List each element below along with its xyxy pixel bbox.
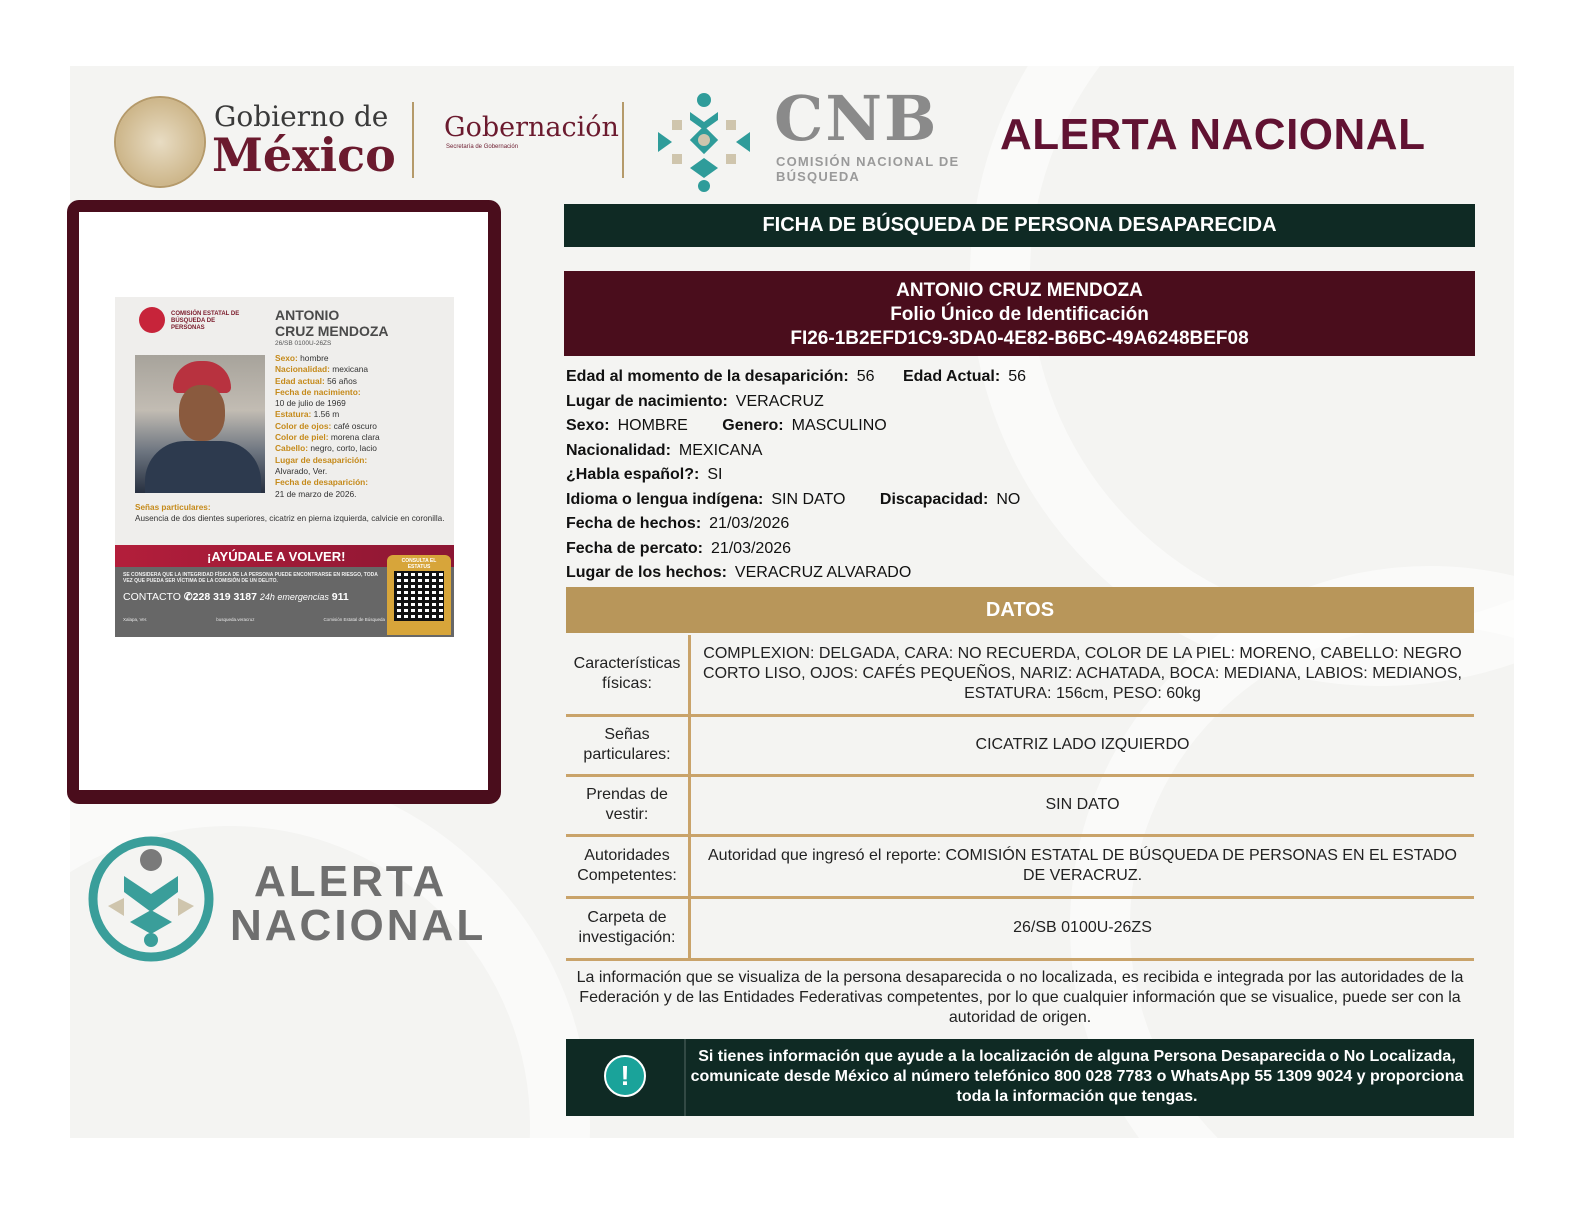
poster-name bbox=[275, 307, 389, 339]
datos-value: Autoridad que ingresó el reporte: COMISIÓN ESTATAL DE BÚSQUEDA DE PERSONAS EN EL ESTADO DE VERACRUZ. bbox=[690, 835, 1475, 897]
contact-phone: ✆228 319 3187 bbox=[183, 591, 257, 603]
name-bar bbox=[564, 271, 1475, 356]
poster-banner bbox=[115, 545, 454, 637]
info-row-habla bbox=[566, 463, 1466, 488]
poster-senas-label: Señas particulares: bbox=[135, 503, 211, 512]
poster-fact-label: Fecha de nacimiento: bbox=[275, 386, 361, 397]
poster-fact bbox=[275, 376, 451, 387]
wordmark-line1: ALERTA bbox=[254, 857, 448, 906]
alerta-nacional-logo-icon bbox=[86, 834, 216, 964]
contact-footer bbox=[566, 1039, 1474, 1116]
poster-fact-label: Nacionalidad: bbox=[275, 364, 330, 375]
poster-senas bbox=[135, 503, 451, 524]
header bbox=[110, 84, 1430, 204]
poster-logo-text: COMISIÓN ESTATAL DE BÚSQUEDA DE PERSONAS bbox=[171, 311, 240, 331]
poster-facts bbox=[275, 353, 451, 500]
poster-fact-label: Lugar de desaparición: bbox=[275, 454, 368, 465]
datos-key: Prendas de vestir: bbox=[566, 775, 690, 835]
poster-fact-label: Cabello: bbox=[275, 443, 309, 454]
gobernacion-logo: Gobernación bbox=[444, 112, 619, 143]
datos-key: Señas particulares: bbox=[566, 715, 690, 775]
fecha-hechos-label: Fecha de hechos: bbox=[566, 515, 702, 532]
poster-fact bbox=[275, 421, 451, 432]
poster-fact-value: 1.56 m bbox=[313, 409, 340, 420]
poster-fact bbox=[275, 387, 451, 410]
qr-code-icon[interactable] bbox=[394, 571, 444, 621]
person-name: ANTONIO CRUZ MENDOZA bbox=[896, 280, 1143, 301]
datos-value: CICATRIZ LADO IZQUIERDO bbox=[690, 715, 1475, 775]
edad-actual-value: 56 bbox=[1008, 368, 1026, 385]
poster-fact-value: 10 de julio de 1969 bbox=[275, 398, 346, 409]
discapacidad-label: Discapacidad: bbox=[879, 490, 989, 508]
habla-label: ¿Habla español?: bbox=[566, 466, 700, 483]
poster-small-info bbox=[123, 617, 385, 622]
datos-value: 26/SB 0100U-26ZS bbox=[690, 897, 1475, 959]
info-row-edad bbox=[566, 365, 1466, 390]
poster-fact-label: Estatura: bbox=[275, 409, 312, 420]
lugar-nac-label: Lugar de nacimiento: bbox=[566, 392, 728, 410]
nacionalidad-label: Nacionalidad: bbox=[566, 441, 671, 459]
ficha-title: FICHA DE BÚSQUEDA DE PERSONA DESAPARECIDA bbox=[564, 204, 1475, 247]
contact-extra: 24h emergencias bbox=[259, 592, 329, 602]
poster-fact-label: Color de ojos: bbox=[275, 420, 332, 431]
poster-fact-label: Sexo: bbox=[275, 353, 298, 363]
habla-value: SI bbox=[707, 466, 723, 483]
header-divider bbox=[412, 102, 414, 178]
poster-fact-label: Color de piel: bbox=[275, 432, 329, 443]
poster-fact bbox=[275, 455, 451, 478]
contact-label: CONTACTO bbox=[123, 591, 181, 603]
cnb-title: CNB bbox=[774, 82, 939, 155]
info-row-lugar-hechos bbox=[566, 561, 1466, 586]
poster-fact bbox=[275, 443, 451, 454]
fecha-hechos-value: 21/03/2026 bbox=[709, 515, 790, 532]
info-row-nacionalidad bbox=[566, 439, 1466, 464]
table-row bbox=[566, 897, 1474, 959]
sexo-label: Sexo: bbox=[566, 417, 610, 434]
poster-fact-value: mexicana bbox=[332, 364, 369, 375]
small-address: Xalapa, Ver. bbox=[123, 617, 148, 622]
consulta-box bbox=[387, 555, 451, 635]
poster-name-line2: CRUZ MENDOZA bbox=[275, 323, 389, 339]
datos-key: Carpeta de investigación: bbox=[566, 897, 690, 959]
genero-value: MASCULINO bbox=[791, 417, 887, 434]
folio-value: FI26-1B2EFD1C9-3DA0-4E82-B6BC-49A6248BEF08 bbox=[790, 328, 1249, 349]
info-row-lugar-nac bbox=[566, 390, 1466, 415]
poster-fact-value: 21 de marzo de 2026. bbox=[275, 488, 357, 499]
poster-name-line1: ANTONIO bbox=[275, 307, 340, 323]
poster-fact-value: 56 años bbox=[327, 375, 357, 386]
lugar-hechos-label: Lugar de los hechos: bbox=[566, 564, 727, 581]
datos-header: DATOS bbox=[566, 587, 1474, 633]
poster-fact-value: hombre bbox=[300, 353, 329, 363]
poster-fact-label: Edad actual: bbox=[275, 375, 325, 386]
person-photo bbox=[135, 355, 265, 493]
mexico-seal-icon bbox=[114, 96, 206, 188]
datos-table bbox=[566, 635, 1474, 961]
datos-key: Autoridades Competentes: bbox=[566, 835, 690, 897]
folio-label: Folio Único de Identificación bbox=[890, 304, 1149, 325]
photo-face bbox=[179, 385, 225, 441]
poster-fact bbox=[275, 364, 451, 375]
info-row-fecha-percato bbox=[566, 537, 1466, 562]
genero-label: Genero: bbox=[722, 417, 784, 434]
info-row-fecha-hechos bbox=[566, 512, 1466, 537]
alerta-nacional-title: ALERTA NACIONAL bbox=[1000, 110, 1426, 159]
poster-fact-value: Alvarado, Ver. bbox=[275, 465, 328, 476]
poster-banner-title: ¡AYÚDALE A VOLVER! bbox=[207, 549, 346, 564]
fecha-percato-value: 21/03/2026 bbox=[710, 539, 792, 557]
gobierno-line2: México bbox=[212, 128, 396, 182]
info-block bbox=[566, 365, 1466, 586]
table-row bbox=[566, 775, 1474, 835]
small-social: Comisión Estatal de Búsqueda bbox=[323, 617, 385, 622]
contact-911: 911 bbox=[331, 591, 349, 603]
idioma-label: Idioma o lengua indígena: bbox=[566, 490, 764, 508]
table-row bbox=[566, 715, 1474, 775]
poster-senas-text: Ausencia de dos dientes superiores, cicatriz en pierna izquierda, calvicie en coronilla. bbox=[135, 513, 445, 523]
photo-shirt bbox=[145, 441, 261, 493]
gobierno-line1: Gobierno de bbox=[214, 100, 389, 133]
nacionalidad-value: MEXICANA bbox=[678, 441, 763, 459]
cnb-subtitle: COMISIÓN NACIONAL DE BÚSQUEDA bbox=[776, 154, 960, 184]
poster-fact-value: morena clara bbox=[330, 432, 380, 443]
disclaimer: La información que se visualiza de la persona desaparecida o no localizada, es recibida e integrada por las autoridades de la Federación y de las Entidades Federativas competentes, por lo que cualquier información que se visualice, puede ser con la autoridad de origen. bbox=[576, 969, 1464, 1026]
wordmark-line2: NACIONAL bbox=[230, 901, 487, 950]
alerta-nacional-wordmark bbox=[230, 857, 487, 950]
discapacidad-value: NO bbox=[996, 490, 1021, 508]
edad-desap-label: Edad al momento de la desaparición: bbox=[566, 368, 849, 385]
poster-contact bbox=[123, 591, 349, 603]
poster-fact bbox=[275, 432, 451, 443]
edad-actual-label: Edad Actual: bbox=[902, 368, 1001, 385]
info-row-idioma bbox=[566, 488, 1466, 513]
table-row bbox=[566, 835, 1474, 897]
exclamation-icon: ! bbox=[604, 1055, 646, 1097]
comision-estatal-logo-icon bbox=[139, 307, 165, 333]
table-row bbox=[566, 635, 1474, 715]
poster-fact-value: café oscuro bbox=[333, 420, 377, 431]
lugar-nac-value: VERACRUZ bbox=[735, 392, 824, 410]
datos-key: Características físicas: bbox=[566, 635, 690, 715]
consulta-label: CONSULTA EL ESTATUS bbox=[401, 558, 437, 570]
fecha-percato-label: Fecha de percato: bbox=[566, 539, 703, 557]
poster-fact bbox=[275, 353, 451, 364]
poster-banner-text: SE CONSIDERA QUE LA INTEGRIDAD FÍSICA DE LA PERSONA PUEDE ENCONTRARSE EN RIESGO, TODA VEZ QUE PUEDA SER VÍCTIMA DE LA COMISIÓN DE UN DELITO. bbox=[123, 572, 378, 584]
edad-desap-value: 56 bbox=[856, 368, 875, 385]
small-email: busqueda.veracruz bbox=[216, 617, 255, 622]
poster-fact-label: Fecha de desaparición: bbox=[275, 477, 369, 488]
poster-fact bbox=[275, 409, 451, 420]
sexo-value: HOMBRE bbox=[617, 417, 688, 434]
idioma-value: SIN DATO bbox=[771, 490, 846, 508]
cnb-logo-icon bbox=[650, 88, 758, 196]
footer-text: Si tienes información que ayude a la localización de alguna Persona Desaparecida o No Localizada, comunicate desde México al número telefónico 800 028 7783 o WhatsApp 55 1309 9024 y proporciona toda la información que tengas. bbox=[690, 1048, 1464, 1105]
gobernacion-subtitle: Secretaría de Gobernación bbox=[446, 144, 519, 150]
poster-fact-value: negro, corto, lacio bbox=[310, 443, 377, 454]
lugar-hechos-value: VERACRUZ ALVARADO bbox=[734, 564, 912, 581]
missing-person-poster bbox=[115, 297, 454, 637]
datos-value: COMPLEXION: DELGADA, CARA: NO RECUERDA, COLOR DE LA PIEL: MORENO, CABELLO: NEGRO CORTO LISO, OJOS: CAFÉS PEQUEÑOS, NARIZ: ACHATADA, BOCA: MEDIANA, LABIOS: MEDIANOS, ESTATURA: 156cm, PESO: 60kg bbox=[690, 635, 1475, 715]
poster-folio: 26/SB 0100U-26ZS bbox=[275, 340, 332, 347]
info-row-sexo bbox=[566, 414, 1466, 439]
datos-value: SIN DATO bbox=[690, 775, 1475, 835]
poster-fact bbox=[275, 477, 451, 500]
header-divider bbox=[622, 102, 624, 178]
